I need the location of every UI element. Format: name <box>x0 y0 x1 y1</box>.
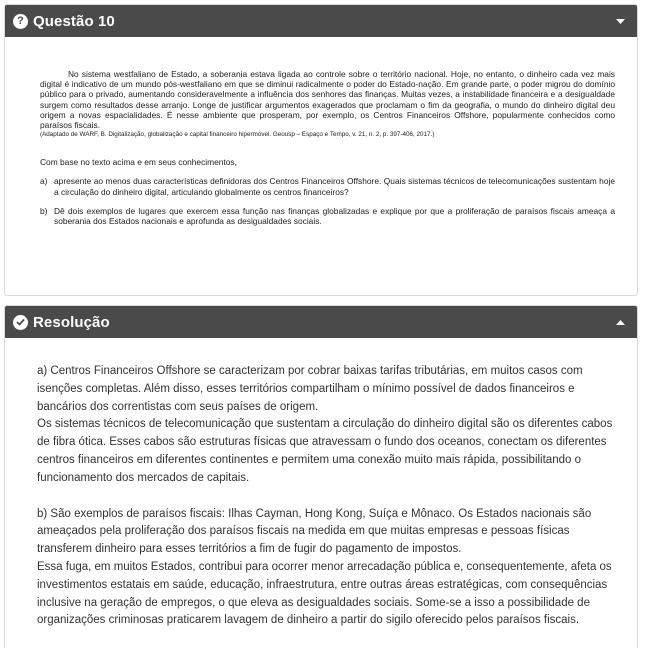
check-circle-icon <box>13 315 28 330</box>
item-label: b) <box>40 205 48 216</box>
question-intro: Com base no texto acima e em seus conhecimentos, <box>40 157 237 168</box>
resolution-panel <box>4 305 638 648</box>
question-header[interactable] <box>5 5 637 37</box>
item-text: apresente ao menos duas características definidoras dos Centros Financeiros Offshore. Quais sistemas técnicos de telecomunicações sustentam hoje a circulação do dinheiro digital, articulando globalmente os centros financeiros? <box>54 176 615 197</box>
item-text: Dê dois exemplos de lugares que exercem essa função nas finanças globalizadas e explique por que a proliferação de paraísos fiscais ameaça a soberania dos Estados nacionais e aprofunda as desigualdades sociais. <box>54 205 615 227</box>
resolution-a-paragraph-1: a) Centros Financeiros Offshore se caracterizam por cobrar baixas tarifas tributárias, em muitos casos com isenções completas. Além disso, esses territórios compartilham o mínimo possível de dados financeiros e bancários dos correntistas com seus países de origem. <box>37 365 583 413</box>
question-panel <box>4 4 638 296</box>
resolution-header[interactable] <box>5 306 637 338</box>
question-paragraph: No sistema westfaliano de Estado, a soberania estava ligada ao controle sobre o território nacional. Hoje, no entanto, o dinheiro cada vez mais digital é indicativo de um mundo pós-westfaliano em que se diminui radicalmente o poder do Estado-nação. Em grande parte, o poder migrou do domínio público para o privado, aumentando consideravelmente a influência dos senhores das finanças. Muitas vezes, a instabilidade financeira e a desigualdade surgem como resultados desse arranjo. Longe de justificar argumentos exagerados que proclamam o fim da geografia, o mundo do dinheiro digital deu origem a novas espacialidades. É nesse ambiente que prosperam, por exemplo, os Centros Financeiros Offshore, popularmente conhecidos como paraísos fiscais. <box>40 69 615 131</box>
question-circle-icon: ? <box>13 14 28 29</box>
caret-down-icon[interactable] <box>616 12 625 30</box>
item-label: a) <box>40 176 48 187</box>
resolution-content <box>37 363 615 630</box>
resolution-a-paragraph-2: Os sistemas técnicos de telecomunicação que sustentam a circulação do dinheiro digital são os diferentes cabos de fibra ótica. Esses cabos são estruturas físicas que atravessam o fundo dos oceanos, conectam os diferentes centros financeiros em diferentes continentes e permitem uma conexão muito mais rápida, possibilitando o funcionamento dos mercados de capitais. <box>37 418 613 484</box>
question-item-b <box>40 206 615 226</box>
paragraph-spacer <box>37 488 615 506</box>
resolution-b-paragraph-2: Essa fuga, em muitos Estados, contribui para ocorrer menor arrecadação pública e, consequentemente, afeta os investimentos estatais em saúde, educação, infraestrutura, entre outras áreas estratégicas, com consequências inclusive na geração de empregos, o que eleva as desigualdades sociais. Some-se a isso a possibilidade de organizações criminosas praticarem lavagem de dinheiro a partir do sigilo oferecido pelos paraísos fiscais. <box>37 560 612 627</box>
resolution-title: Resolução <box>33 313 110 331</box>
question-title: Questão 10 <box>33 12 115 30</box>
question-content <box>40 69 615 235</box>
question-source: (Adaptado de WARF, B. Digitalização, globalização e capital financeiro hipermóvel. Geousp – Espaço e Tempo, v. 21, n. 2, p. 397-406, 2017.) <box>40 131 435 139</box>
question-item-a <box>40 176 615 196</box>
resolution-b-paragraph-1: b) São exemplos de paraísos fiscais: Ilhas Cayman, Hong Kong, Suíça e Mônaco. Os Estados nacionais são ameaçados pela proliferação dos paraísos fiscais na medida em que muitas empresas e pessoas físicas transferem dinheiro para esses territórios a fim de fugir do pagamento de impostos. <box>37 507 592 556</box>
caret-up-icon[interactable] <box>616 313 625 331</box>
